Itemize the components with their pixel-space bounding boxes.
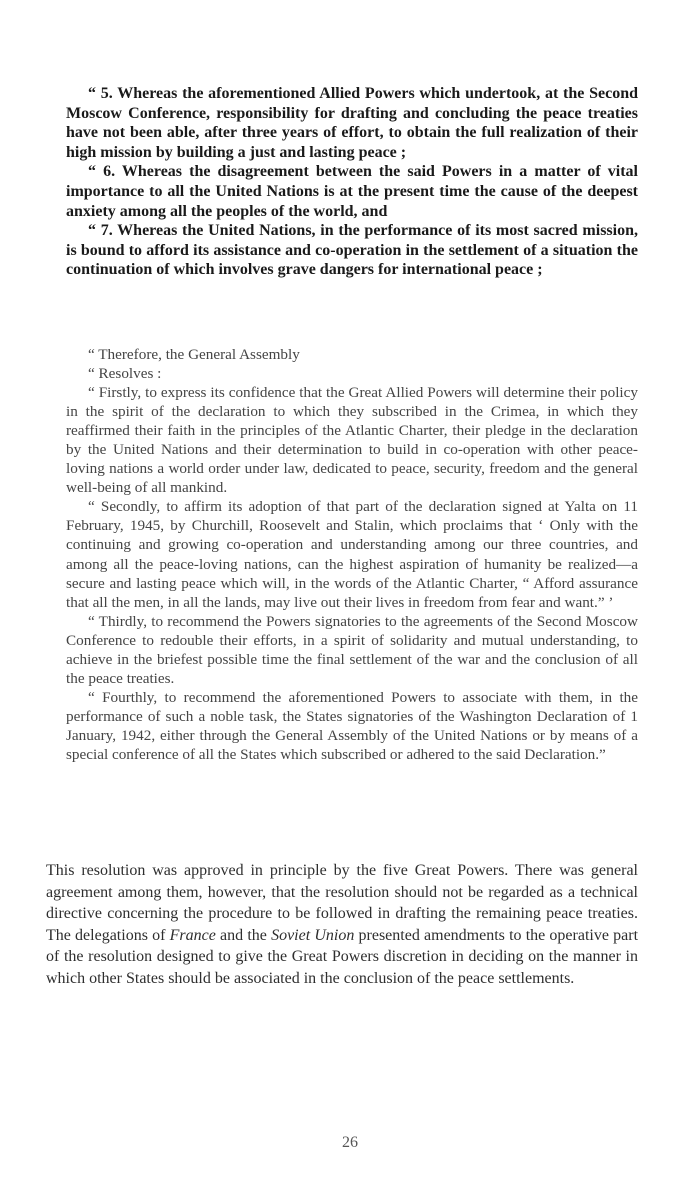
commentary-text-3: presented amendments to the operative part of the resolution designed to give the Great Powers discretion in deciding on the manner in which other States should be associated in the conclusion of the peace settlements. bbox=[46, 926, 639, 987]
fourthly-paragraph: “ Fourthly, to recommend the aforementioned Powers to associate with them, in the performance of such a noble task, the States signatories of the Washington Declaration of 1 January, 1942, either through the General Assembly of the United Nations or by means of a special conference of all the States which subscribed or adhered to the said Declaration.” bbox=[66, 688, 638, 763]
thirdly-paragraph: “ Thirdly, to recommend the Powers signatories to the agreements of the Second Moscow Conference to redouble their efforts, in a spirit of solidarity and mutual understanding, to achieve in the briefest possible time the final settlement of the war and the conclusion of all the peace treaties. bbox=[66, 612, 638, 687]
therefore-line: “ Therefore, the General Assembly bbox=[88, 346, 300, 363]
secondly-paragraph: “ Secondly, to affirm its adoption of that part of the declaration signed at Yalta on 11 February, 1945, by Churchill, Roosevelt and Stalin, which proclaims that ‘ Only with the continuing and growing co-operation and understanding among our three countries, and among all the peace-loving nations, can the highest aspiration of humanity be realized—a secure and lasting peace which will, in the words of the Atlantic Charter, “ Afford assurance that all the men, in all the lands, may live out their lives in freedom from fear and want.” ’ bbox=[66, 498, 638, 611]
commentary-france: France bbox=[169, 926, 216, 944]
whereas-clause-5: “ 5. Whereas the aforementioned Allied Powers which undertook, at the Second Moscow Conference, responsibility for drafting and concluding the peace treaties have not been able, after three years of effort, to obtain the full realization of their high mission by building a just and lasting peace ; bbox=[66, 85, 638, 161]
commentary bbox=[46, 860, 638, 989]
page-number: 26 bbox=[342, 1134, 358, 1151]
commentary-soviet-union: Soviet Union bbox=[271, 926, 355, 944]
resolves-line: “ Resolves : bbox=[88, 365, 162, 383]
whereas-clause-7: “ 7. Whereas the United Nations, in the performance of its most sacred mission, is bound to afford its assistance and co-operation in the settlement of a situation the continuation of which involves grave dangers for international peace ; bbox=[66, 222, 638, 279]
commentary-text-2: and the bbox=[215, 926, 272, 944]
resolution-preamble bbox=[66, 84, 638, 280]
firstly-paragraph: “ Firstly, to express its confidence that the Great Allied Powers will determine their policy in the spirit of the declaration to which they subscribed in the Crimea, in which they reaffirmed their faith in the principles of the Atlantic Charter, their pledge in the declaration by the United Nations and their determination to build in co-operation with other peace-loving nations a world order under law, dedicated to peace, security, freedom and the general well-being of all mankind. bbox=[66, 384, 638, 497]
resolution-operative bbox=[66, 345, 638, 764]
whereas-clause-6: “ 6. Whereas the disagreement between the said Powers in a matter of vital importance to all the United Nations is at the present time the cause of the deepest anxiety among all the peoples of the world, and bbox=[66, 163, 638, 220]
commentary-paragraph bbox=[46, 860, 638, 989]
commentary-text-1: This resolution was approved in principle by the five Great Powers. There was general agreement among them, however, that the resolution should not be regarded as a technical directive concerning the procedure to be followed in drafting the remaining peace treaties. The delegations of bbox=[46, 862, 638, 944]
